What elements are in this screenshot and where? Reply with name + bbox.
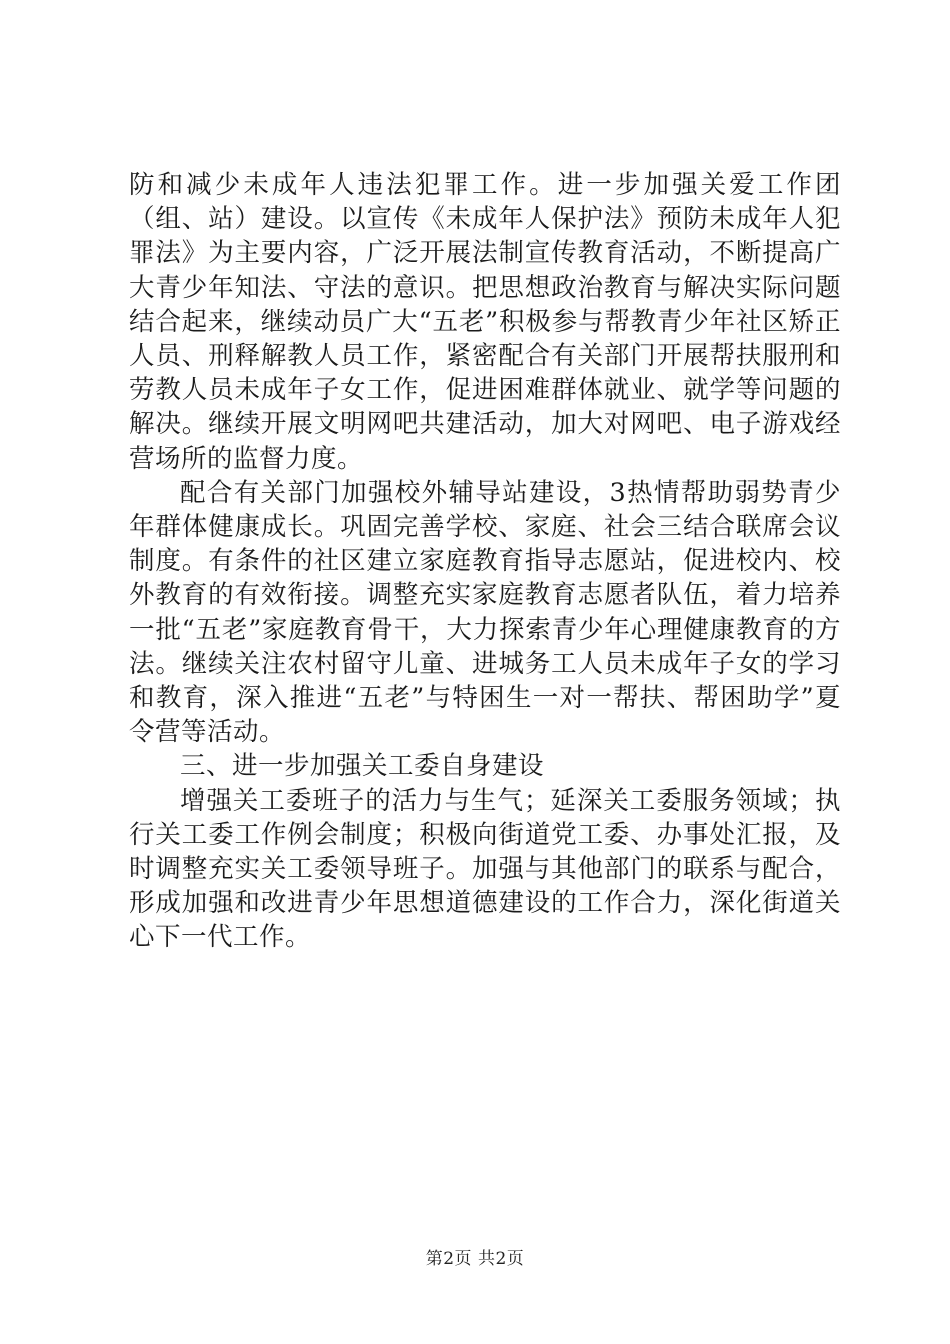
paragraph-3: 增强关工委班子的活力与生气；延深关工委服务领域；执行关工委工作例会制度；积极向街道党工委、办事处汇报，及时调整充实关工委领导班子。加强与其他部门的联系与配合，形成加强和改进青少年思想道德建设的工作合力，深化街道关心下一代工作。 — [129, 785, 841, 953]
document-body — [129, 168, 841, 955]
paragraph-2: 配合有关部门加强校外辅导站建设，3热情帮助弱势青少年群体健康成长。巩固完善学校、家庭、社会三结合联席会议制度。有条件的社区建立家庭教育指导志愿站，促进校内、校外教育的有效衔接。调整充实家庭教育志愿者队伍，着力培养一批“五老”家庭教育骨干，大力探索青少年心理健康教育的方法。继续关注农村留守儿童、进城务工人员未成年子女的学习和教育，深入推进“五老”与特困生一对一帮扶、帮困助学”夏令营等活动。 — [129, 477, 841, 748]
paragraph-1: 防和减少未成年人违法犯罪工作。进一步加强关爱工作团（组、站）建设。以宣传《未成年人保护法》预防未成年人犯罪法》为主要内容，广泛开展法制宣传教育活动，不断提高广大青少年知法、守法的意识。把思想政治教育与解决实际问题结合起来，继续动员广大“五老”积极参与帮教青少年社区矫正人员、刑释解教人员工作，紧密配合有关部门开展帮扶服刑和劳教人员未成年子女工作，促进困难群体就业、就学等问题的解决。继续开展文明网吧共建活动，加大对网吧、电子游戏经营场所的监督力度。 — [129, 170, 841, 474]
section-heading: 三、进一步加强关工委自身建设 — [180, 751, 545, 782]
page-footer: 第2页 共2页 — [425, 1249, 525, 1269]
